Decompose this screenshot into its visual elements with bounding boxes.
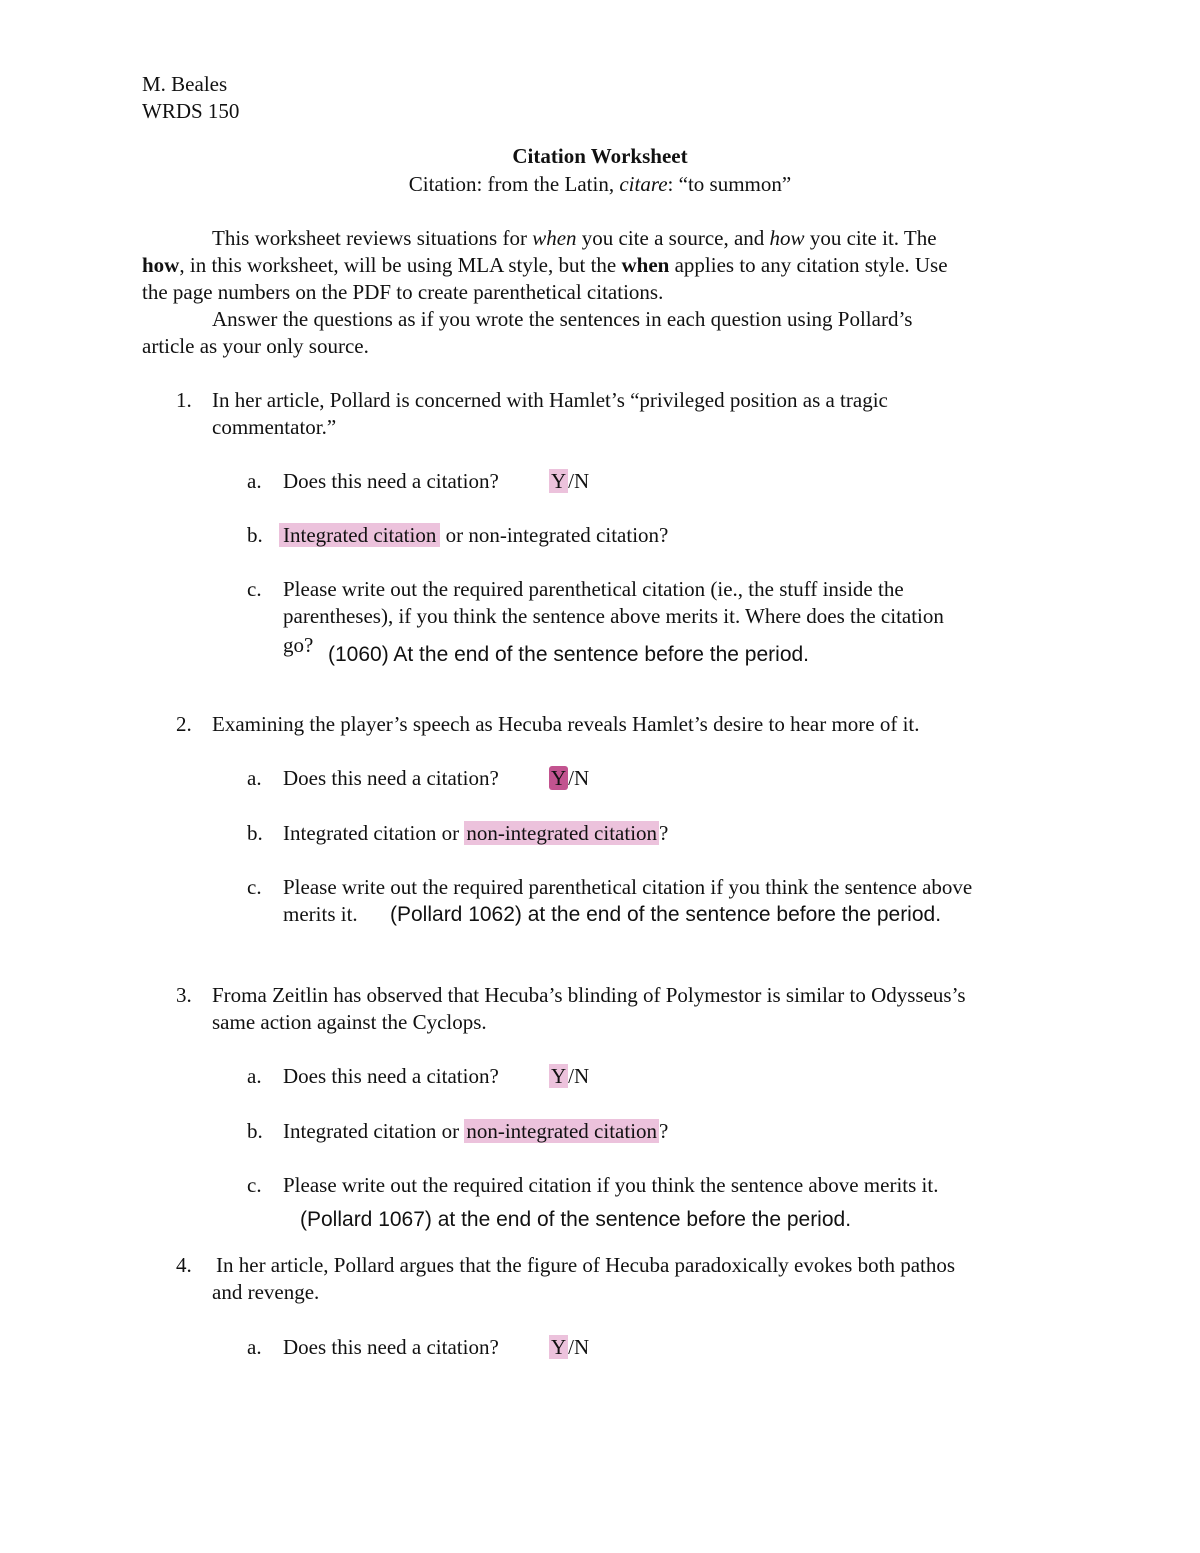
intro-how: how	[769, 226, 805, 250]
written-answer: (1060) At the end of the sentence before the period.	[328, 643, 810, 666]
no-option: /N	[568, 1335, 590, 1359]
yes-no-answer	[549, 468, 589, 495]
question-text: same action against the Cyclops.	[212, 1010, 487, 1034]
item-label: c.	[247, 875, 262, 899]
intro-text: applies to any citation style. Use	[669, 253, 948, 277]
item-label: b.	[247, 1119, 263, 1143]
intro-line-2	[142, 252, 948, 279]
yes-answer-highlight: Y	[551, 469, 567, 493]
item-text: go?	[283, 633, 314, 657]
item-text: parentheses), if you think the sentence above merits it. Where does the citation	[283, 604, 944, 628]
question-text: Examining the player’s speech as Hecuba reveals Hamlet’s desire to hear more of it.	[212, 712, 920, 736]
question-mark: ?	[659, 821, 669, 845]
question-mark: ?	[659, 1119, 669, 1143]
question-text: and revenge.	[212, 1280, 320, 1304]
item-text: merits it.	[283, 902, 358, 926]
question-text: In her article, Pollard argues that the figure of Hecuba paradoxically evokes both pathos	[216, 1253, 956, 1277]
question-number: 1.	[176, 388, 192, 412]
page-title: Citation Worksheet	[512, 144, 688, 168]
item-text: Does this need a citation?	[283, 1064, 499, 1088]
item-text: Please write out the required parenthetical citation if you think the sentence above	[283, 875, 973, 899]
item-label: b.	[247, 821, 263, 845]
item-text: Does this need a citation?	[283, 469, 499, 493]
intro-line-4: Answer the questions as if you wrote the sentences in each question using Pollard’s	[212, 307, 913, 331]
subtitle-prefix: Citation: from the Latin,	[408, 172, 620, 196]
option-text: Integrated citation or	[283, 821, 465, 845]
item-text: Does this need a citation?	[283, 766, 499, 790]
course-code: WRDS 150	[142, 99, 240, 123]
integrated-highlight: Integrated citation	[279, 523, 440, 547]
question-text: In her article, Pollard is concerned with Hamlet’s “privileged position as a tragic	[212, 388, 888, 412]
item-text: Please write out the required citation if you think the sentence above merits it.	[283, 1173, 939, 1197]
intro-text: you cite it. The	[804, 226, 937, 250]
item-label: a.	[247, 1064, 262, 1088]
item-label: a.	[247, 1335, 262, 1359]
item-text: Please write out the required parenthetical citation (ie., the stuff inside the	[283, 577, 904, 601]
written-answer: (Pollard 1067) at the end of the sentence before the period.	[300, 1208, 852, 1231]
yes-no-answer	[549, 765, 589, 792]
intro-text: , in this worksheet, will be using MLA style, but the	[179, 253, 622, 277]
yes-no-answer	[549, 1063, 589, 1090]
or-text: or	[440, 523, 469, 547]
intro-when: when	[532, 226, 577, 250]
no-option: /N	[568, 469, 590, 493]
question-number: 4.	[176, 1253, 192, 1277]
option-text: non-integrated citation?	[468, 523, 669, 547]
written-answer: (Pollard 1062) at the end of the sentence before the period.	[390, 903, 942, 926]
citation-type-answer	[283, 1118, 668, 1145]
question-number: 3.	[176, 983, 192, 1007]
intro-text: you cite a source, and	[576, 226, 770, 250]
question-text: Froma Zeitlin has observed that Hecuba’s blinding of Polymestor is similar to Odysseus’s	[212, 983, 966, 1007]
yes-answer-highlight: Y	[551, 766, 567, 790]
intro-how-bold: how	[142, 253, 180, 277]
intro-line-3: the page numbers on the PDF to create parenthetical citations.	[142, 280, 664, 304]
intro-text: This worksheet reviews situations for	[212, 226, 533, 250]
question-text: commentator.”	[212, 415, 337, 439]
item-label: a.	[247, 766, 262, 790]
option-text: Integrated citation or	[283, 1119, 465, 1143]
no-option: /N	[568, 1064, 590, 1088]
author-name: M. Beales	[142, 72, 228, 96]
yes-answer-highlight: Y	[551, 1335, 567, 1359]
yes-no-answer	[549, 1334, 589, 1361]
item-label: a.	[247, 469, 262, 493]
question-number: 2.	[176, 712, 192, 736]
item-text: Does this need a citation?	[283, 1335, 499, 1359]
subtitle-suffix: : “to summon”	[667, 172, 792, 196]
citation-type-answer	[283, 820, 668, 847]
item-label: c.	[247, 1173, 262, 1197]
yes-answer-highlight: Y	[551, 1064, 567, 1088]
non-integrated-highlight: non-integrated citation	[466, 821, 658, 845]
intro-when-bold: when	[621, 253, 670, 277]
citation-type-answer	[279, 522, 668, 549]
no-option: /N	[568, 766, 590, 790]
intro-line-5: article as your only source.	[142, 334, 369, 358]
intro-line-1	[212, 225, 937, 252]
non-integrated-highlight: non-integrated citation	[466, 1119, 658, 1143]
item-label: c.	[247, 577, 262, 601]
subtitle-term: citare	[619, 172, 668, 196]
page-subtitle	[0, 171, 1200, 198]
item-label: b.	[247, 523, 263, 547]
